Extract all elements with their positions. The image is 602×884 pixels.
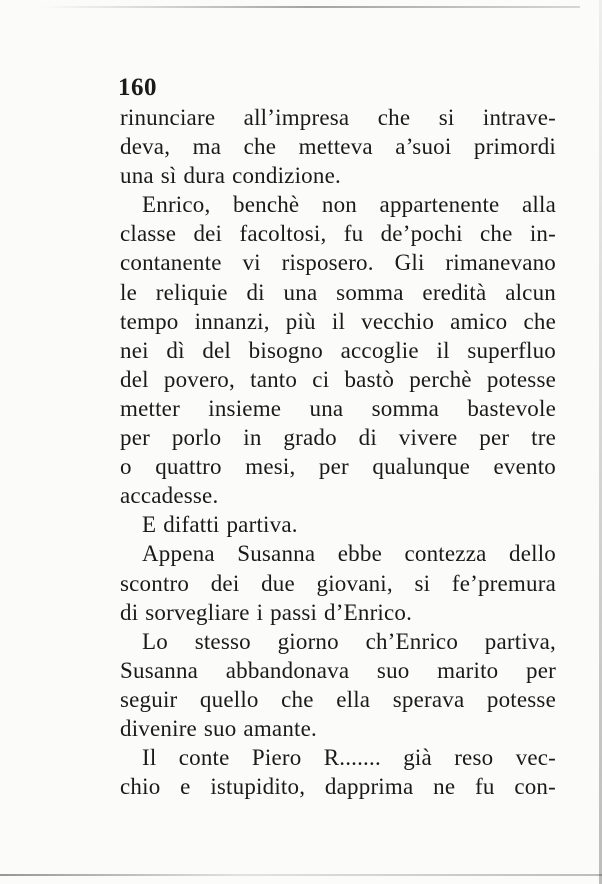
text-line: per porlo in grado di vivere per tre [120,425,556,451]
text-line: Appena Susanna ebbe contezza dello [142,541,556,567]
text-line: tempo innanzi, più il vecchio amico che [120,308,556,334]
text-line: rinunciare all’impresa che si intrave- [120,105,556,130]
text-line: E difatti partiva. [142,512,298,538]
text-line: o quattro mesi, per qualunque evento [120,454,556,480]
text-line: chio e istupidito, dapprima ne fu con- [120,774,556,800]
body-text [120,103,556,801]
text-line: divenire suo amante. [120,715,317,741]
text-line: del povero, tanto ci bastò perchè potesse [120,366,556,392]
text-line: Susanna abbandonava suo marito per [120,657,556,683]
text-line: metter insieme una somma bastevole [120,395,556,421]
text-line: Il conte Piero R....... già reso vec- [142,745,556,771]
text-line: contanente vi risposero. Gli rimanevano [120,250,556,276]
text-line: seguir quello che ella sperava potesse [120,686,556,712]
text-line: accadesse. [120,483,219,509]
text-line: nei dì del bisogno accoglie il superfluo [120,337,556,363]
text-line: le reliquie di una somma eredità alcun [120,279,556,305]
text-line: Enrico, benchè non appartenente alla [142,192,556,218]
text-line: Lo stesso giorno ch’Enrico partiva, [142,628,556,654]
page-bottom-edge [0,874,602,876]
text-line: di sorvegliare i passi d’Enrico. [120,599,413,625]
text-line: deva, ma che metteva a’suoi primordi [120,134,556,160]
page-top-edge [40,6,580,8]
page-number: 160 [118,74,157,101]
text-line: una sì dura condizione. [120,163,341,189]
text-line: classe dei facoltosi, fu de’pochi che in- [120,221,556,247]
text-line: scontro dei due giovani, si fe’premura [120,570,556,596]
